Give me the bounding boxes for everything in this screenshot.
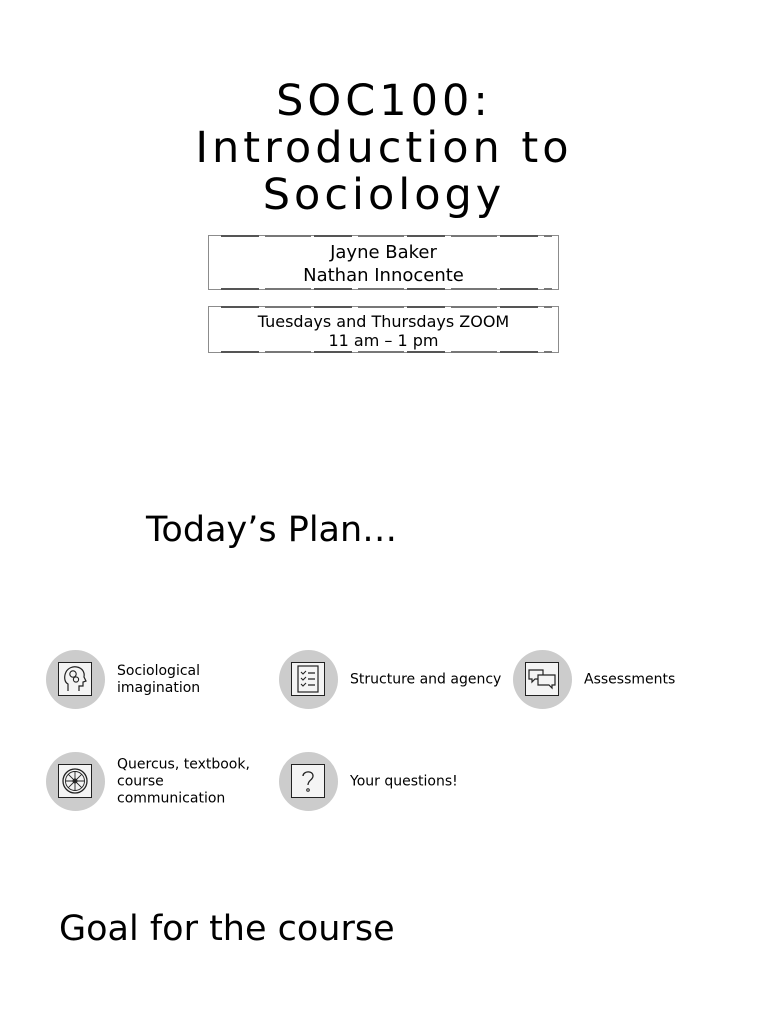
checklist-icon (291, 662, 325, 696)
schedule-days: Tuesdays and Thursdays ZOOM (257, 312, 510, 331)
plan-item-badge (46, 752, 105, 811)
schedule-box (208, 306, 559, 353)
plan-heading: Today’s Plan… (146, 510, 398, 550)
plan-item-sociological-imagination (46, 650, 266, 710)
plan-item-label: Your questions! (350, 773, 458, 790)
course-title-line-3: Sociology (262, 170, 506, 220)
wheel-icon (58, 764, 92, 798)
plan-item-label: Structure and agency (350, 671, 502, 688)
plan-item-badge (279, 752, 338, 811)
plan-item-assessments (513, 650, 733, 710)
course-title (0, 78, 768, 219)
head-gears-icon (58, 662, 92, 696)
plan-item-structure-agency (279, 650, 502, 710)
plan-item-badge (279, 650, 338, 709)
plan-item-label: Assessments (584, 671, 676, 688)
plan-item-questions (279, 752, 499, 812)
chat-bubbles-icon (525, 662, 559, 696)
plan-item-badge (46, 650, 105, 709)
question-mark-icon (291, 764, 325, 798)
plan-item-label: Sociological imagination (117, 663, 201, 696)
course-title-line-2: Introduction to (195, 123, 573, 173)
instructor-name: Jayne Baker (330, 242, 437, 263)
plan-item-label: Quercus, textbook, course communication (117, 756, 250, 807)
plan-item-badge (513, 650, 572, 709)
instructors-box (208, 235, 559, 290)
goal-heading: Goal for the course (59, 909, 395, 949)
schedule-time: 11 am – 1 pm (328, 331, 439, 350)
course-title-line-1: SOC100: (276, 76, 492, 126)
instructor-name: Nathan Innocente (303, 265, 464, 286)
plan-item-quercus (46, 752, 266, 812)
